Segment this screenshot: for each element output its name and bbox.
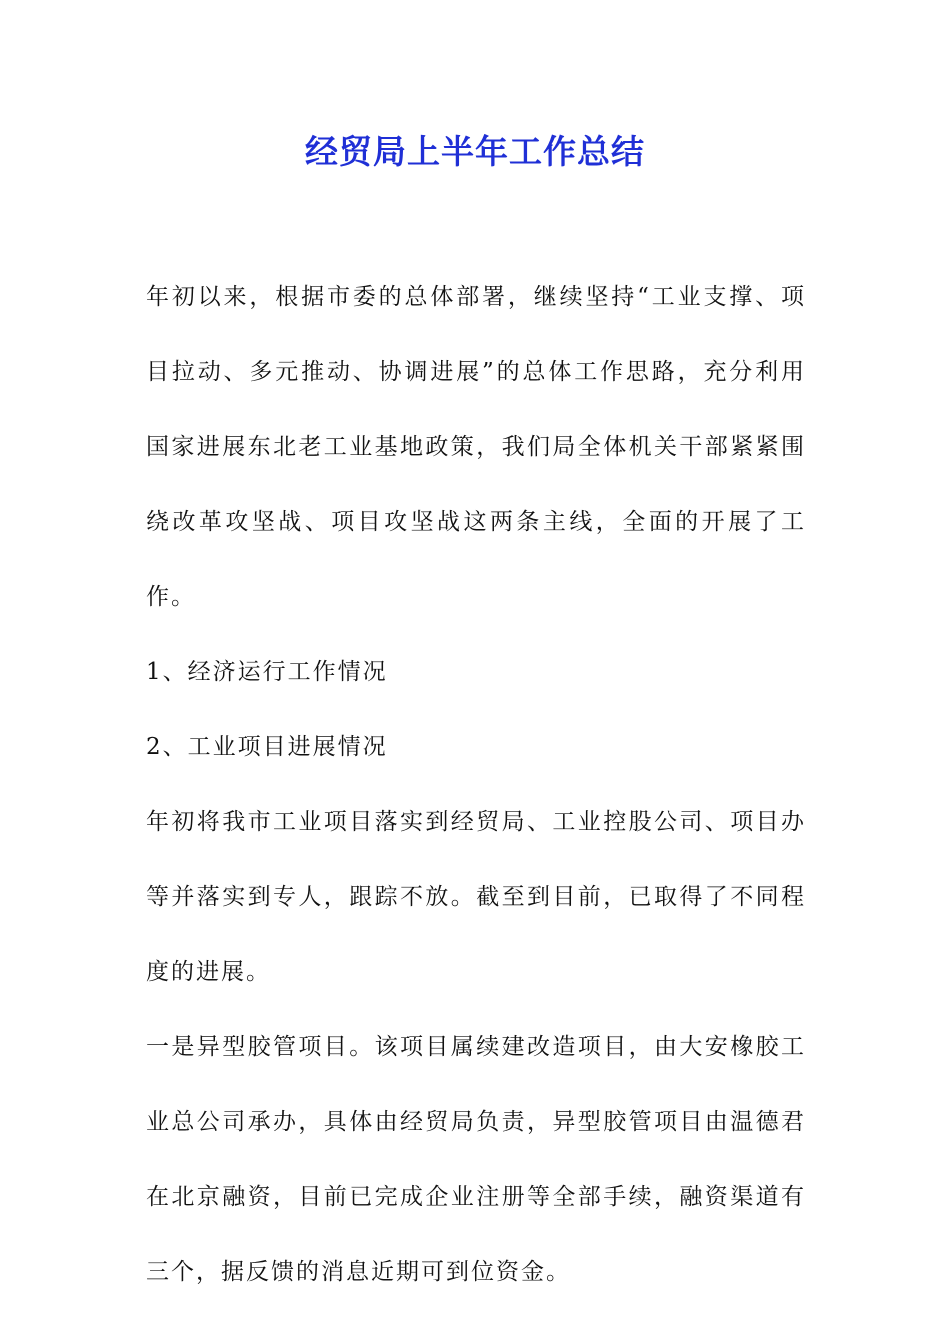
hose-project-paragraph: 一是异型胶管项目。该项目属续建改造项目，由大安橡胶工业总公司承办，具体由经贸局负责，异型胶管项目由温德君在北京融资，目前已完成企业注册等全部手续，融资渠道有三个，据反馈的消息近期可到位资金。 (146, 1034, 806, 1285)
intro-paragraph: 年初以来，根据市委的总体部署，继续坚持“工业支撑、项目拉动、多元推动、协调进展”的总体工作思路，充分利用国家进展东北老工业基地政策，我们局全体机关干部紧紧围绕改革攻坚战、项目攻坚战这两条主线，全面的开展了工作。 (146, 284, 806, 610)
document-body (146, 260, 806, 1310)
projects-paragraph: 年初将我市工业项目落实到经贸局、工业控股公司、项目办等并落实到专人，跟踪不放。截至到目前，已取得了不同程度的进展。 (146, 809, 806, 985)
section-heading-industrial-projects: 2、工业项目进展情况 (146, 734, 388, 760)
document-title: 经贸局上半年工作总结 (305, 132, 645, 171)
section-heading-economic-operation: 1、经济运行工作情况 (146, 659, 388, 685)
